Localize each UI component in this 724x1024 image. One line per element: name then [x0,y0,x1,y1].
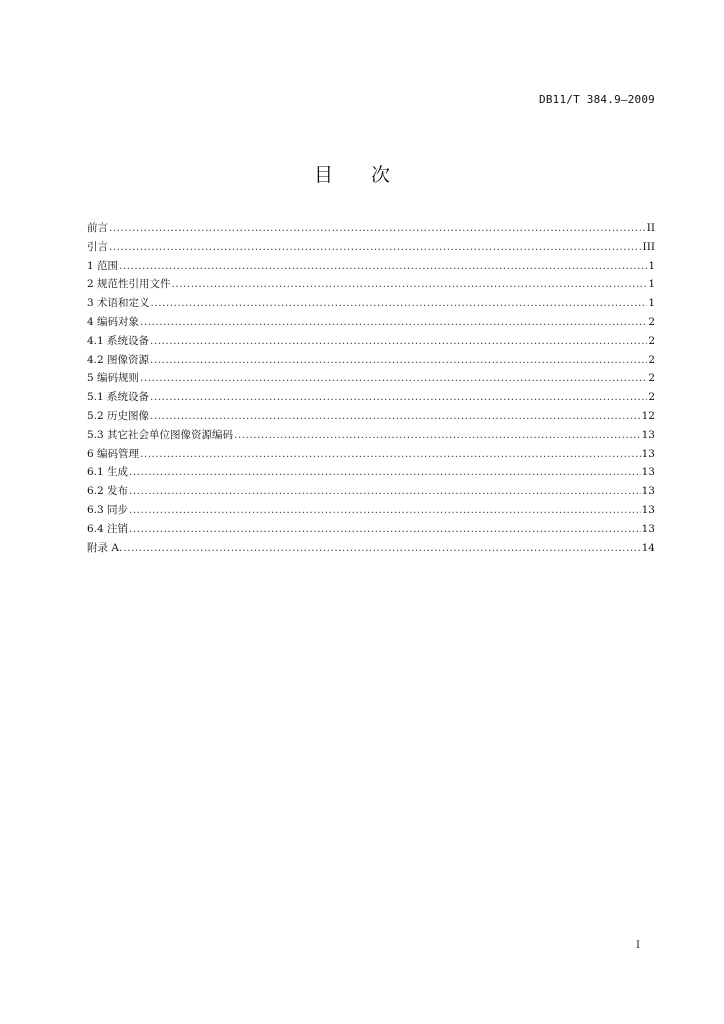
toc-entry-label: 前言 [87,222,108,234]
toc-entry-page: III [642,240,655,253]
toc-entry-page: 2 [648,315,655,328]
toc-entry-label: 5.3 其它社会单位图像资源编码 [87,428,234,441]
toc-entry-label: 4 编码对象 [87,315,140,328]
toc-entry-page: 1 [648,278,655,291]
toc-entry-page: 13 [641,466,655,479]
toc-entry[interactable] [87,445,655,464]
page-number: I [636,940,640,951]
toc-entry-page: 2 [648,334,655,347]
toc-leader-dots [150,388,647,407]
toc-entry-page: 14 [641,541,655,554]
toc-entry-page: 13 [641,428,655,441]
toc-entry[interactable] [87,388,655,407]
toc-entry-label: 5 编码规则 [87,372,140,385]
toc-entry[interactable] [87,463,655,482]
toc-leader-dots [151,294,648,313]
toc-entry-page: 13 [641,503,655,516]
toc-entry-label: 6.2 发布 [87,485,129,498]
toc-leader-dots [140,445,641,464]
toc-leader-dots [140,369,647,388]
toc-leader-dots [172,275,648,294]
toc-leader-dots [140,313,647,332]
toc-entry[interactable] [87,294,655,313]
toc-leader-dots [234,426,641,445]
toc-entry[interactable] [87,539,655,558]
toc-entry[interactable] [87,351,655,370]
document-code: DB11/T 384.9—2009 [539,93,655,106]
toc-entry-page: 2 [648,372,655,385]
toc-entry[interactable] [87,501,655,520]
toc-entry-label: 附录 A. [87,541,123,554]
toc-leader-dots [150,332,647,351]
toc-entry-page: 2 [648,391,655,404]
toc-entry-page: II [646,222,655,234]
toc-entry-page: 12 [641,409,655,422]
toc-entry[interactable] [87,257,655,276]
toc-leader-dots [109,219,646,238]
toc-entry[interactable] [87,238,655,257]
toc-entry-label: 4.2 图像资源 [87,353,150,366]
toc-title: 目次 [313,164,428,186]
toc-entry-label: 4.1 系统设备 [87,334,150,347]
toc-leader-dots [123,539,640,558]
toc-leader-dots [129,520,641,539]
toc-entry[interactable] [87,426,655,445]
toc-entry-page: 13 [641,447,655,460]
toc-entry[interactable] [87,313,655,332]
toc-leader-dots [129,501,641,520]
toc-entry[interactable] [87,407,655,426]
table-of-contents [87,219,655,557]
toc-leader-dots [109,238,642,257]
toc-entry[interactable] [87,219,655,238]
toc-entry-label: 6.4 注销 [87,522,129,535]
toc-leader-dots [150,351,647,370]
toc-leader-dots [129,482,641,501]
toc-entry-page: 13 [641,522,655,535]
toc-entry[interactable] [87,520,655,539]
toc-entry-label: 引言 [87,240,108,253]
toc-entry-page: 13 [641,485,655,498]
toc-entry-label: 5.1 系统设备 [87,391,150,404]
toc-entry-page: 2 [648,353,655,366]
toc-entry-label: 6 编码管理 [87,447,140,460]
toc-entry-label: 6.1 生成 [87,466,129,479]
toc-entry[interactable] [87,332,655,351]
toc-entry-label: 6.3 同步 [87,503,129,516]
toc-leader-dots [150,407,641,426]
toc-leader-dots [129,463,641,482]
toc-entry-label: 1 范围 [87,259,119,272]
toc-entry-page: 1 [648,297,655,310]
toc-entry[interactable] [87,482,655,501]
toc-entry[interactable] [87,369,655,388]
toc-entry[interactable] [87,275,655,294]
toc-entry-label: 5.2 历史图像 [87,409,150,422]
toc-entry-label: 3 术语和定义 [87,297,150,310]
toc-entry-page: 1 [648,259,655,272]
toc-entry-label: 2 规范性引用文件 [87,278,171,291]
toc-leader-dots [119,257,647,276]
